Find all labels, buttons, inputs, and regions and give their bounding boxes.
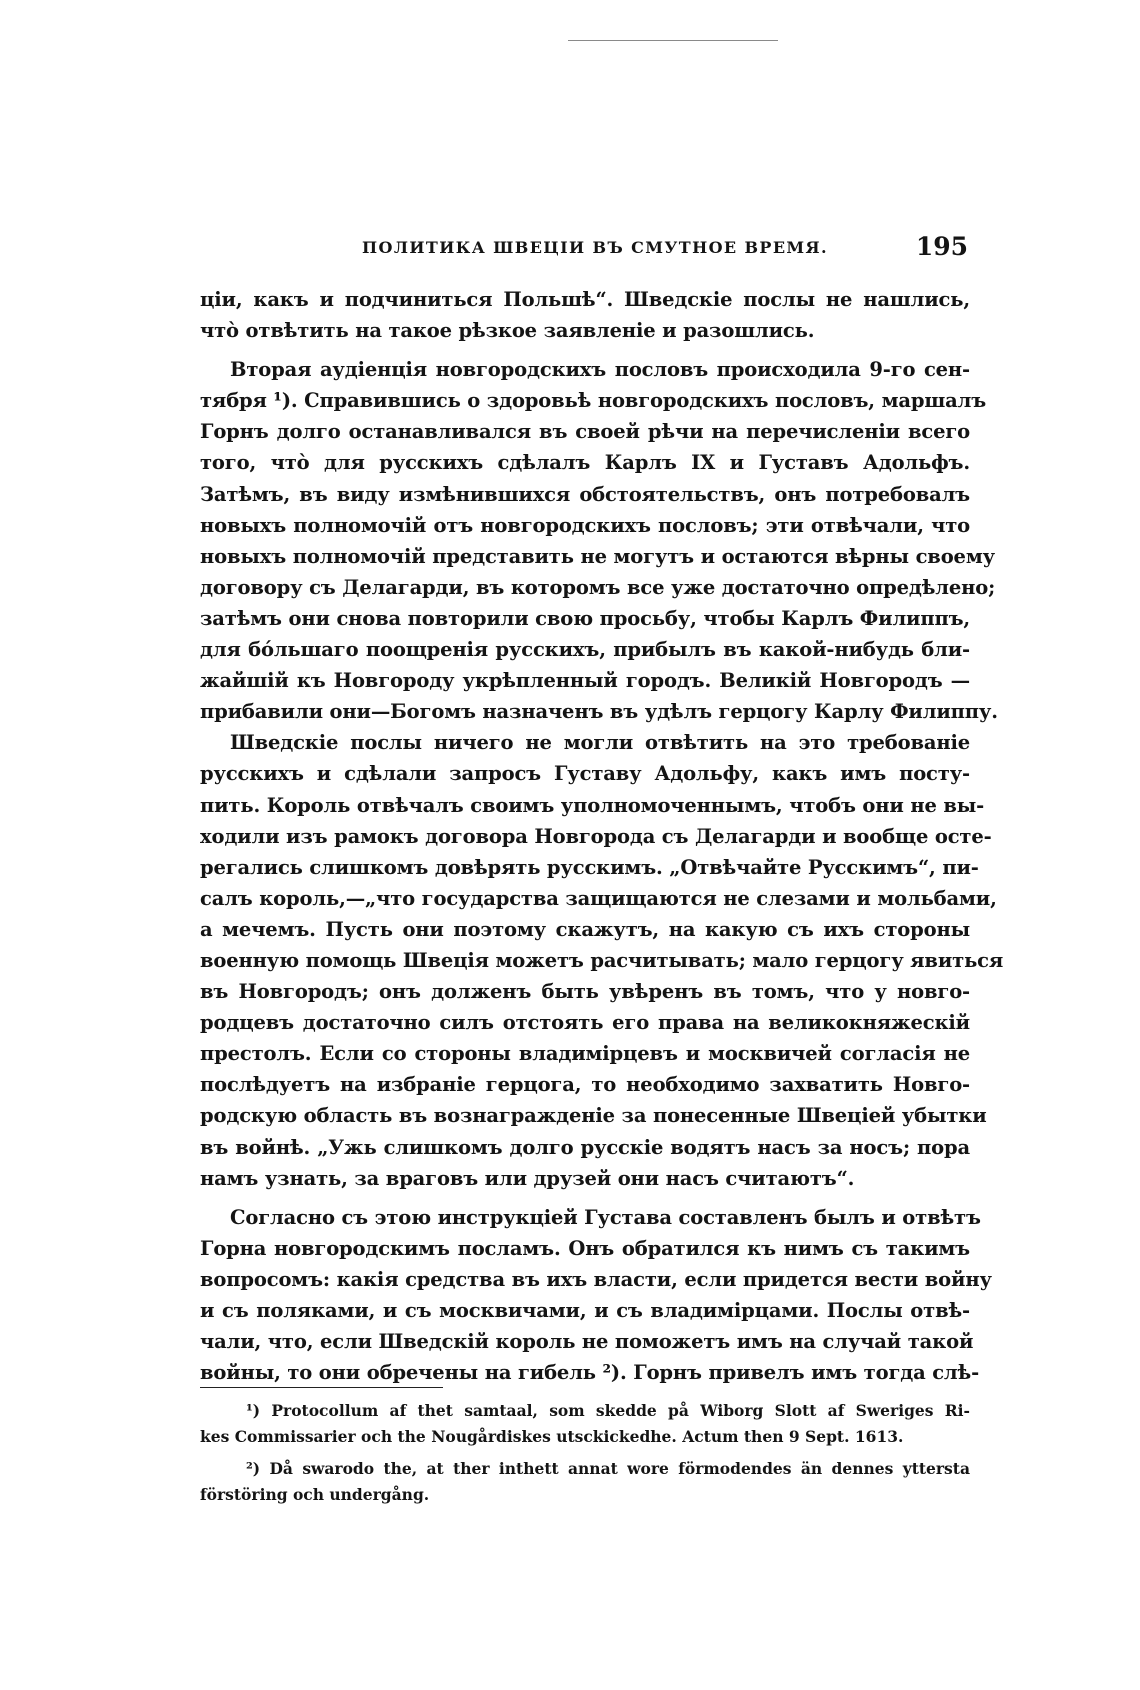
text-line: Горна новгородскимъ посламъ. Онъ обратился къ нимъ съ такимъ [200, 1236, 970, 1260]
text-line: Затѣмъ, въ виду измѣнившихся обстоятельствъ, онъ потребовалъ [200, 482, 970, 506]
text-line: Вторая аудiенцiя новгородскихъ пословъ происходила 9-го сен- [230, 358, 970, 382]
text-line: того, чтò для русскихъ сдѣлалъ Карлъ IX и Густавъ Адольфъ. [200, 451, 970, 475]
text-line: и съ поляками, и съ москвичами, и съ владимiрцами. Послы отвѣ- [200, 1299, 970, 1322]
text-line: войны, то они обречены на гибель ²). Горнъ привелъ имъ тогда слѣ- [200, 1361, 980, 1385]
text-line: для бóльшаго поощренiя русскихъ, прибылъ въ какой-нибудь бли- [200, 638, 970, 662]
text-line: Согласно съ этою инструкцiей Густава составленъ былъ и отвѣтъ [230, 1205, 981, 1229]
footnotes [200, 1398, 970, 1508]
footnote-line: förstöring och undergång. [200, 1485, 430, 1504]
body-text [200, 284, 1004, 1388]
text-line: а мечемъ. Пусть они поэтому скажутъ, на какую съ ихъ стороны [200, 917, 970, 941]
footnote-separator [200, 1387, 443, 1388]
text-line: русскихъ и сдѣлали запросъ Густаву Адольфу, какъ имъ посту- [200, 762, 970, 786]
text-line: договору съ Делагарди, въ которомъ все уже достаточно опредѣлено; [200, 575, 996, 599]
text-line: въ войнѣ. „Ужь слишкомъ долго русскiе водятъ насъ за носъ; пора [200, 1135, 970, 1159]
text-line: затѣмъ они снова повторили свою просьбу, чтобы Карлъ Филиппъ, [200, 606, 971, 630]
text-line: регались слишкомъ довѣрять русскимъ. „Отвѣчайте Русскимъ“, пи- [200, 855, 979, 879]
text-line: жайшiй къ Новгороду укрѣпленный городъ. Великiй Новгородъ — [200, 669, 970, 693]
text-line: салъ король,—„что государства защищаются не слезами и мольбами, [200, 886, 997, 910]
text-line: чтò отвѣтить на такое рѣзкое заявленiе и разошлись. [200, 319, 815, 343]
text-line: пить. Король отвѣчалъ своимъ уполномоченнымъ, чтобъ они не вы- [200, 793, 985, 817]
page-number: 195 [915, 232, 968, 261]
text-line: цiи, какъ и подчиниться Польшѣ“. Шведскiе послы не нашлись, [200, 288, 970, 311]
text-line: вопросомъ: какiя средства въ ихъ власти, если придется вести войну [200, 1267, 992, 1291]
text-line: послѣдуетъ на избранiе герцога, то необходимо захватить Новго- [200, 1073, 970, 1097]
text-line: Шведскiе послы ничего не могли отвѣтить на это требованiе [230, 731, 970, 755]
text-line: въ Новгородъ; онъ долженъ быть увѣренъ въ томъ, что у новго- [200, 980, 970, 1004]
running-title: ПОЛИТИКА ШВЕЦIИ ВЪ СМУТНОЕ ВРЕМЯ. [362, 238, 829, 257]
text-line: новыхъ полномочiй представить не могутъ и остаются вѣрны своему [200, 544, 995, 568]
footnote-line: ²) Då swarodo the, at ther inthett annat wore förmodendes än dennes yttersta [246, 1459, 970, 1478]
text-line: намъ узнать, за враговъ или друзей они насъ считаютъ“. [200, 1166, 855, 1190]
text-line: новыхъ полномочiй отъ новгородскихъ пословъ; эти отвѣчали, что [200, 513, 970, 537]
text-line: родскую область въ вознагражденiе за понесенные Швецiей убытки [200, 1104, 987, 1128]
text-line: военную помощь Швецiя можетъ расчитывать; мало герцогу явиться [200, 948, 1004, 972]
page-header [200, 232, 970, 266]
footnote-line: ¹) Protocollum af thet samtaal, som skedde på Wiborg Slott af Sweriges Ri- [246, 1401, 970, 1420]
text-line: престолъ. Если со стороны владимiрцевъ и москвичей согласiя не [200, 1042, 970, 1066]
footnote-line: kes Commissarier och the Nougårdiskes utsckickedhe. Actum then 9 Sept. 1613. [200, 1427, 904, 1446]
text-line: чали, что, если Шведскiй король не поможетъ имъ на случай такой [200, 1330, 974, 1354]
top-margin-rule [568, 40, 778, 41]
text-line: ходили изъ рамокъ договора Новгорода съ Делагарди и вообще осте- [200, 824, 992, 848]
text-line: родцевъ достаточно силъ отстоять его права на великокняжескiй [200, 1011, 970, 1035]
text-line: прибавили они—Богомъ назначенъ въ удѣлъ герцогу Карлу Филиппу. [200, 700, 998, 724]
text-line: тября ¹). Справившись о здоровьѣ новгородскихъ пословъ, маршалъ [200, 389, 987, 413]
text-line: Горнъ долго останавливался въ своей рѣчи на перечисленiи всего [200, 420, 970, 444]
